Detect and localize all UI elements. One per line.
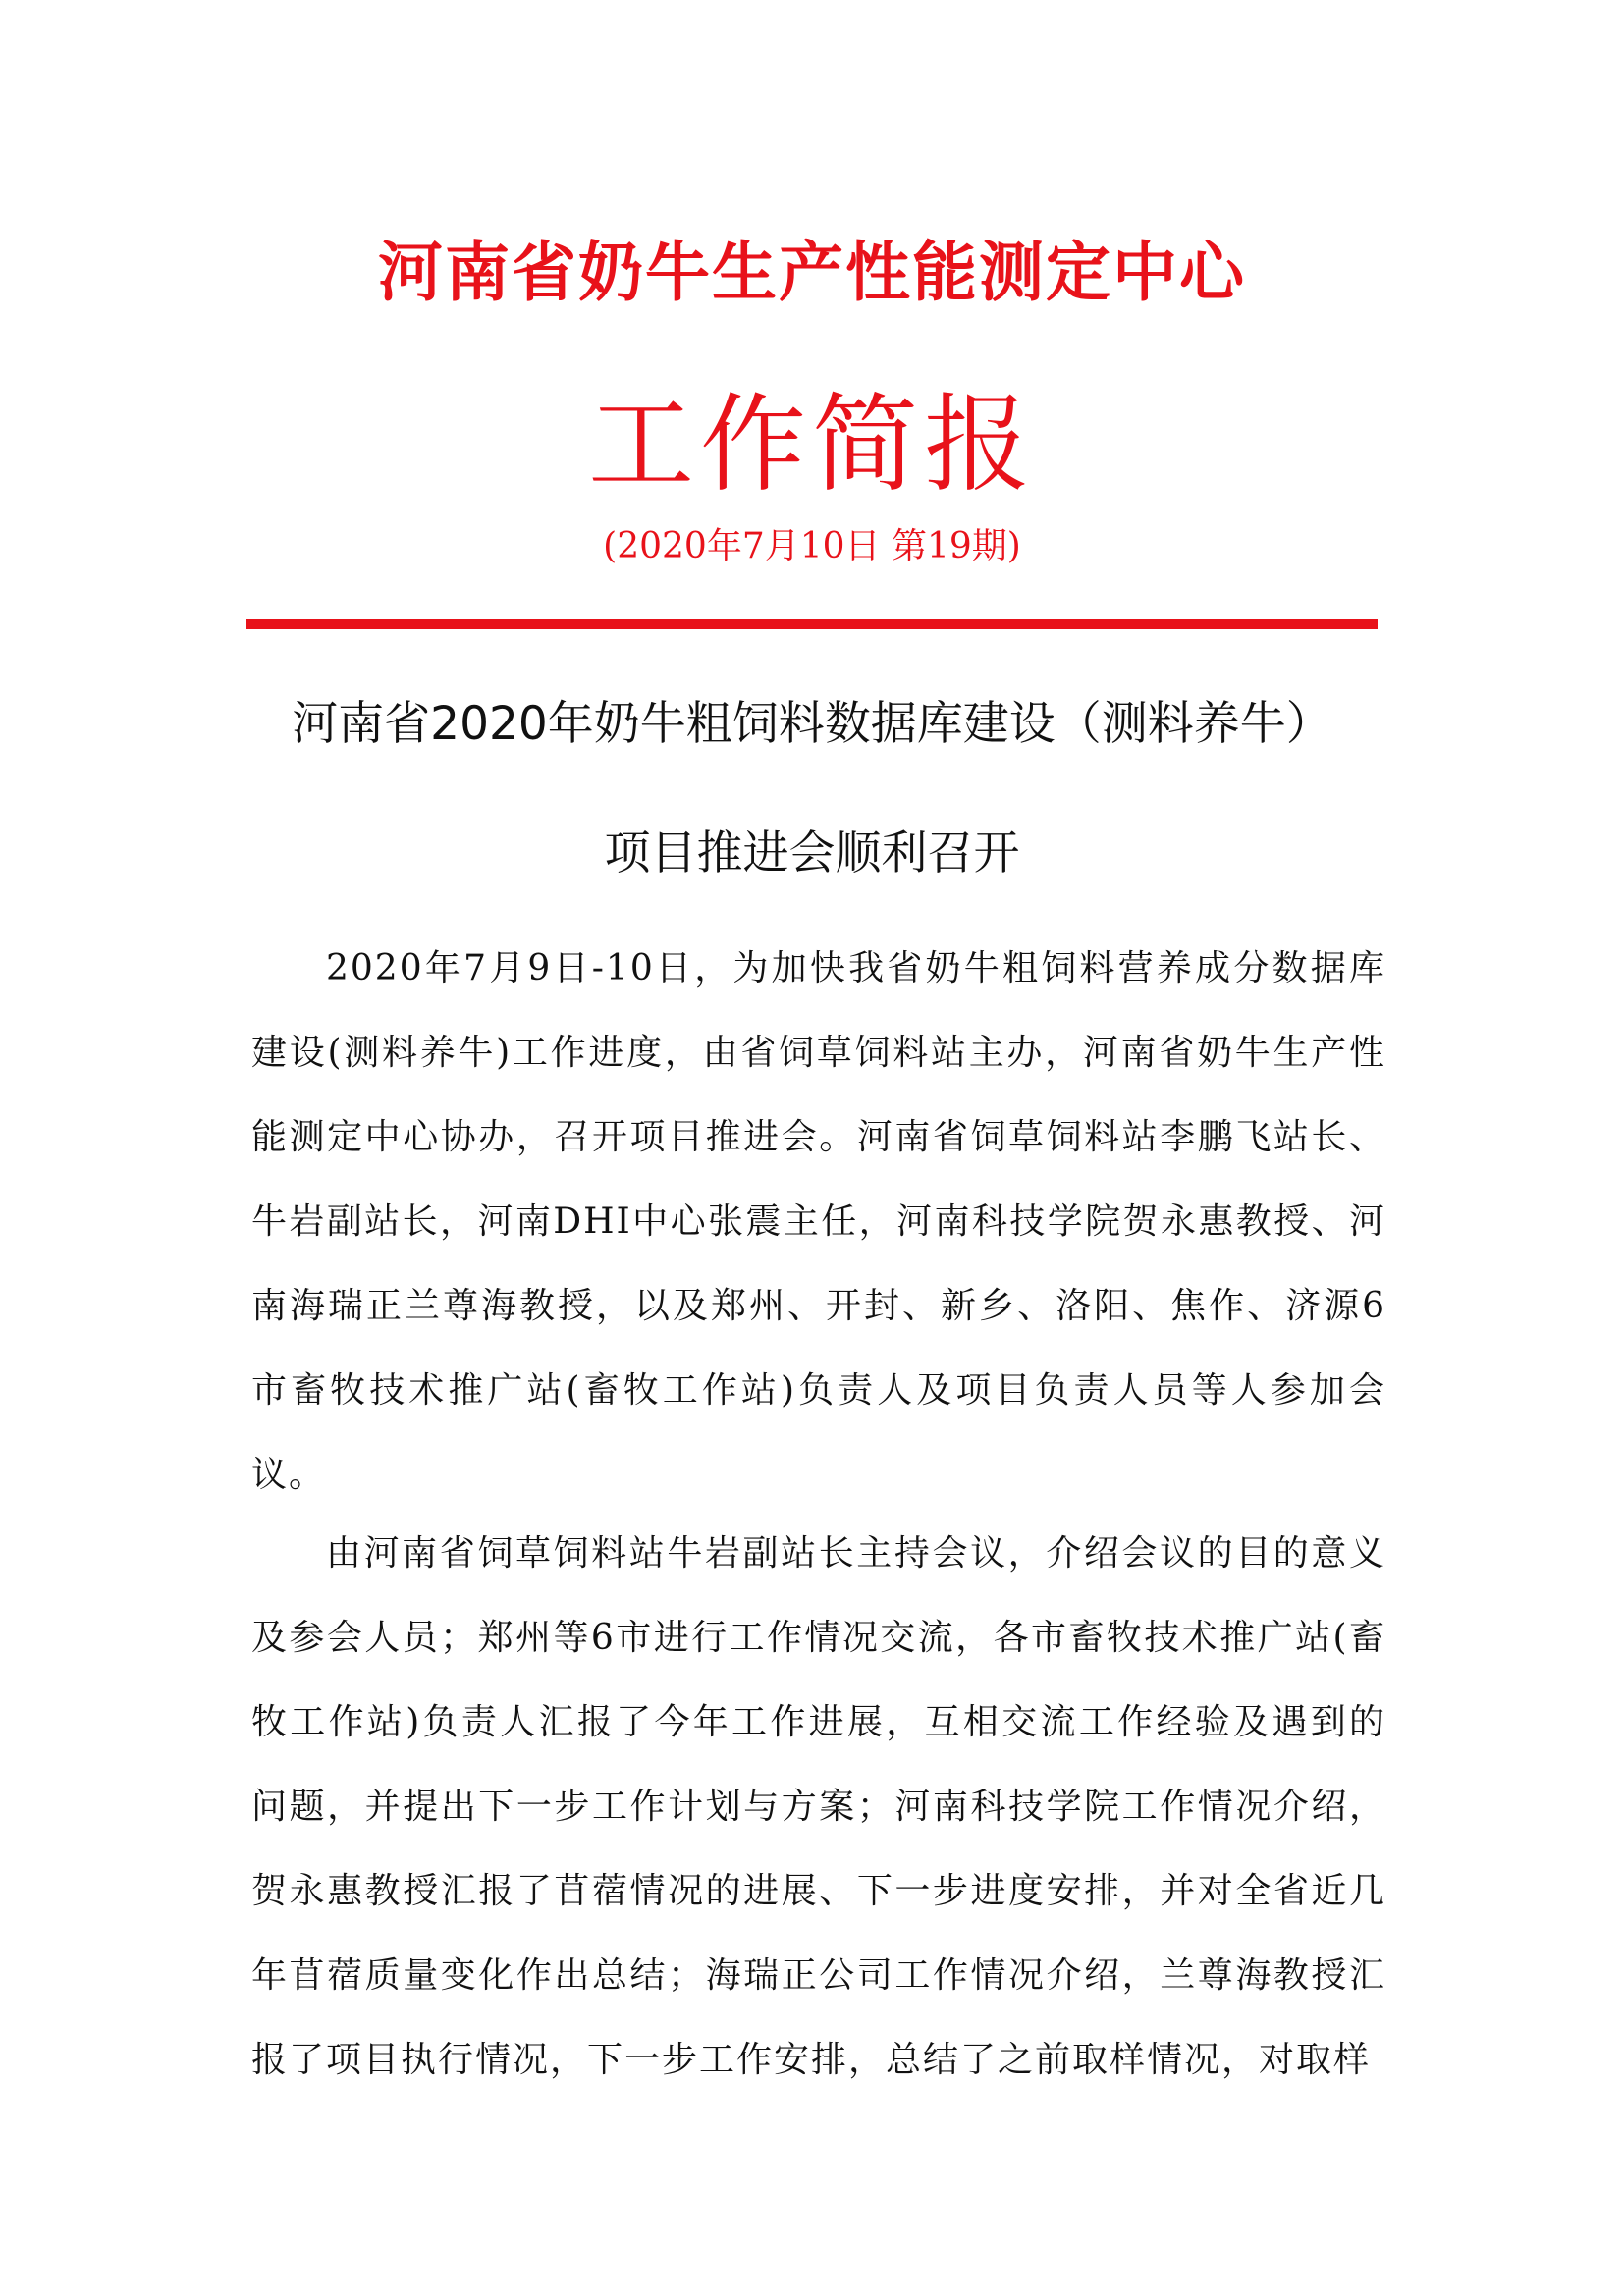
article-paragraph-2: 由河南省饲草饲料站牛岩副站长主持会议，介绍会议的目的意义及参会人员；郑州等6市进行工作情况交流，各市畜牧技术推广站(畜牧工作站)负责人汇报了今年工作进展，互相交流工作经验及遇到的问题，并提出下一步工作计划与方案；河南科技学院工作情况介绍，贺永惠教授汇报了苜蓿情况的进展、下一步进度安排，并对全省近几年苜蓿质量变化作出总结；海瑞正公司工作情况介绍，兰尊海教授汇报了项目执行情况，下一步工作安排，总结了之前取样情况，对取样 [251, 1533, 1386, 2080]
header-divider [246, 619, 1378, 629]
article-headline-line-1: 河南省2020年奶牛粗饲料数据库建设（测料养牛） [292, 697, 1332, 751]
org-title: 河南省奶牛生产性能测定中心 [378, 235, 1246, 310]
brief-title: 工作简报 [587, 384, 1036, 507]
issue-date-line: (2020年7月10日 第19期) [603, 526, 1021, 566]
article-paragraph-1: 2020年7月9日-10日，为加快我省奶牛粗饲料营养成分数据库建设(测料养牛)工作进度，由省饲草饲料站主办，河南省奶牛生产性能测定中心协办，召开项目推进会。河南省饲草饲料站李鹏飞站长、牛岩副站长，河南DHI中心张震主任，河南科技学院贺永惠教授、河南海瑞正兰尊海教授，以及郑州、开封、新乡、洛阳、焦作、济源6市畜牧技术推广站(畜牧工作站)负责人及项目负责人员等人参加会议。 [251, 948, 1386, 1495]
article-headline-line-2: 项目推进会顺利召开 [604, 827, 1020, 881]
